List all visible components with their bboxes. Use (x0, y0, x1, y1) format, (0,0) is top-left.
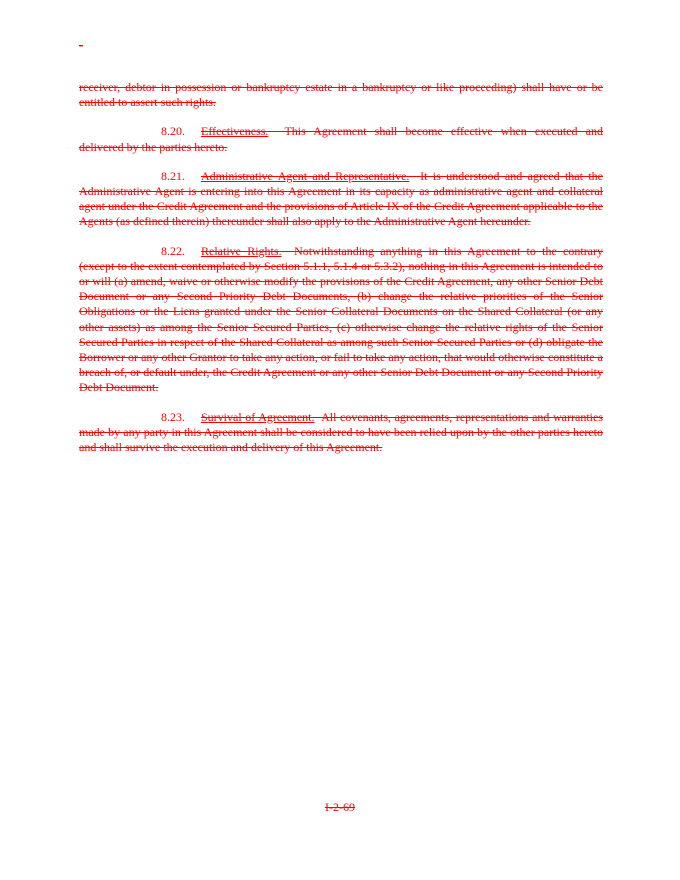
document-body (79, 80, 603, 469)
section-number: 8.22. (161, 243, 185, 258)
paragraph-8-22 (79, 244, 603, 396)
paragraph-text: All covenants, agreements, representations and warranties made by any party in this Agreement shall be considered to have been relied upon by the other parties hereto and shall survive the execution and delivery of this Agreement. (79, 409, 603, 455)
paragraph-text: receiver, debtor in possession or bankruptcy estate in a bankruptcy or like proceeding) shall have or be entitled to assert such rights. (79, 80, 603, 110)
paragraph-text: It is understood and agreed that the Administrative Agent is entering into this Agreement in its capacity as administrative agent and collateral agent under the Credit Agreement and the provisions of Article IX of the Credit Agreement applicable to the Agents (as defined therein) thereunder shall also apply to the Administrative Agent hereunder. (79, 168, 604, 229)
paragraph-text: This Agreement shall become effective when executed and delivered by the parties hereto. (79, 124, 603, 154)
section-number: 8.21. (161, 168, 185, 183)
paragraph-8-21 (79, 169, 603, 230)
paragraph-continuation (79, 80, 603, 110)
deleted-top-mark: - (79, 38, 83, 52)
section-number: 8.23. (161, 409, 185, 424)
page-number: I-2-69 (325, 800, 355, 814)
section-heading: Effectiveness. (201, 124, 269, 139)
section-heading: Relative Rights. (201, 243, 282, 258)
paragraph-8-20 (79, 124, 603, 154)
section-heading: Survival of Agreement. (201, 409, 315, 424)
paragraph-8-23 (79, 410, 603, 456)
section-heading: Administrative Agent and Representative. (201, 168, 410, 183)
section-number: 8.20. (161, 124, 185, 139)
paragraph-text: Notwithstanding anything in this Agreement to the contrary (except to the extent contemplated by Section 5.1.1, 5.1.4 or 5.3.2), nothing in this Agreement is intended to or will (a) amend, waive or otherwise modify the provisions of the Credit Agreement, any other Senior Debt Document or any Second Priority Debt Documents, (b) change the relative priorities of the Senior Obligations or the Liens granted under the Senior Collateral Documents on the Shared Collateral (or any other assets) as among the Senior Secured Parties, (c) otherwise change the relative rights of the Senior Secured Parties in respect of the Shared Collateral as among such Senior Secured Parties or (d) obligate the Borrower or any other Grantor to take any action, or fail to take any action, that would otherwise constitute a breach of, or default under, the Credit Agreement or any other Senior Debt Document or any Second Priority Debt Document. (79, 243, 604, 395)
